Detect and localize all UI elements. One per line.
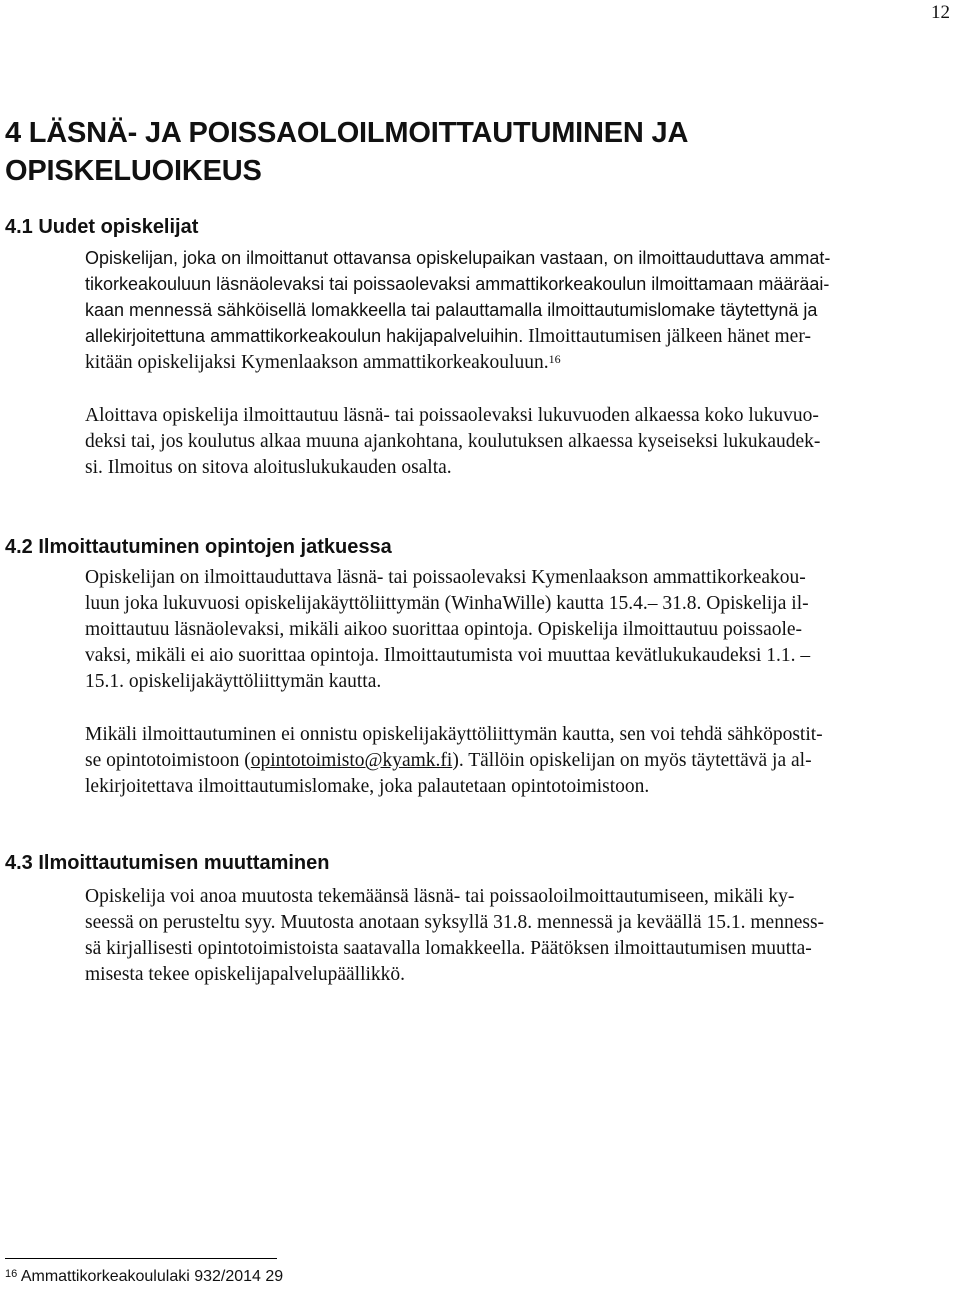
paragraph-line: sä kirjallisesti opintotoimistoista saatavalla lomakkeella. Päätöksen ilmoittautumisen muutta- <box>85 938 812 959</box>
footnote-marker: 16 <box>5 1268 18 1280</box>
section-heading-4-1: 4.1 Uudet opiskelijat <box>5 216 199 238</box>
paragraph-line: kaan mennessä sähköisellä lomakkeella tai palauttamalla ilmoittautumislomake täytettynä ja <box>85 300 818 320</box>
paragraph-line: Opiskelijan, joka on ilmoittanut ottavansa opiskelupaikan vastaan, on ilmoittauduttava ammat- <box>85 248 831 268</box>
footnote-divider <box>5 1258 277 1259</box>
paragraph-line: vaksi, mikäli ei aio suorittaa opintoja. Ilmoittautumista voi muuttaa kevätlukukaudeksi 1.1. – <box>85 645 811 666</box>
paragraph-line: si. Ilmoitus on sitova aloituslukukauden osalta. <box>85 457 452 478</box>
chapter-title-line-2: OPISKELUOIKEUS <box>5 155 262 187</box>
chapter-title-line-1: 4 LÄSNÄ- JA POISSAOLOILMOITTAUTUMINEN JA <box>5 117 689 149</box>
chapter-title <box>5 114 905 190</box>
paragraph-sans-fragment: allekirjoitettuna ammattikorkeakoulun hakijapalveluihin. <box>85 326 524 346</box>
paragraph-line: Opiskelijan on ilmoittauduttava läsnä- tai poissaolevaksi Kymenlaakson ammattikorkeakou- <box>85 567 806 588</box>
paragraph-line: tikorkeakouluun läsnäolevaksi tai poissaolevaksi ammattikorkeakoulun ilmoittamaan määräai- <box>85 274 830 294</box>
section-4-1-paragraph-1 <box>85 245 953 376</box>
paragraph-line <box>85 748 953 774</box>
page-number: 12 <box>931 2 950 23</box>
paragraph-line: 15.1. opiskelijakäyttöliittymän kautta. <box>85 671 382 692</box>
footnote <box>5 1266 283 1288</box>
footnote-ref[interactable]: 16 <box>548 352 561 366</box>
section-4-3-paragraph-1 <box>85 884 953 988</box>
paragraph-line: misesta tekee opiskelijapalvelupäällikkö. <box>85 964 406 985</box>
paragraph-fragment: ). Tällöin opiskelijan on myös täytettävä ja al- <box>452 750 812 771</box>
paragraph-line: Opiskelija voi anoa muutosta tekemäänsä läsnä- tai poissaoloilmoittautumiseen, mikäli ky- <box>85 886 795 907</box>
email-link[interactable]: opintotoimisto@kyamk.fi <box>250 750 453 771</box>
paragraph-line: Mikäli ilmoittautuminen ei onnistu opiskelijakäyttöliittymän kautta, sen voi tehdä sähköpostit- <box>85 724 823 745</box>
footnote-text: Ammattikorkeakoululaki 932/2014 29 <box>17 1268 284 1285</box>
section-heading-4-3: 4.3 Ilmoittautumisen muuttaminen <box>5 852 330 874</box>
paragraph-line <box>85 350 953 376</box>
section-heading-4-2: 4.2 Ilmoittautuminen opintojen jatkuessa <box>5 536 392 558</box>
paragraph-serif-fragment: kitään opiskelijaksi Kymenlaakson ammattikorkeakouluun. <box>85 352 549 373</box>
section-4-2-paragraph-1 <box>85 565 953 695</box>
paragraph-line: luun joka lukuvuosi opiskelijakäyttöliittymän (WinhaWille) kautta 15.4.– 31.8. Opiskelija il- <box>85 593 809 614</box>
section-4-2-paragraph-2 <box>85 722 953 800</box>
paragraph-line: moittautuu läsnäolevaksi, mikäli aikoo suorittaa opintoja. Opiskelija ilmoittautuu poissaole- <box>85 619 803 640</box>
paragraph-fragment: se opintotoimistoon ( <box>85 750 251 771</box>
paragraph-line: lekirjoitettava ilmoittautumislomake, joka palautetaan opintotoimistoon. <box>85 776 650 797</box>
paragraph-line: Aloittava opiskelija ilmoittautuu läsnä- tai poissaolevaksi lukuvuoden alkaessa koko lukuvuo- <box>85 405 819 426</box>
paragraph-line <box>85 323 953 350</box>
paragraph-line: seessä on perusteltu syy. Muutosta anotaan syksyllä 31.8. mennessä ja keväällä 15.1. menness- <box>85 912 825 933</box>
section-4-1-paragraph-2 <box>85 403 953 481</box>
paragraph-line: deksi tai, jos koulutus alkaa muuna ajankohtana, koulutuksen alkaessa kyseiseksi lukukaudek- <box>85 431 821 452</box>
paragraph-serif-fragment: Ilmoittautumisen jälkeen hänet mer- <box>523 326 811 347</box>
